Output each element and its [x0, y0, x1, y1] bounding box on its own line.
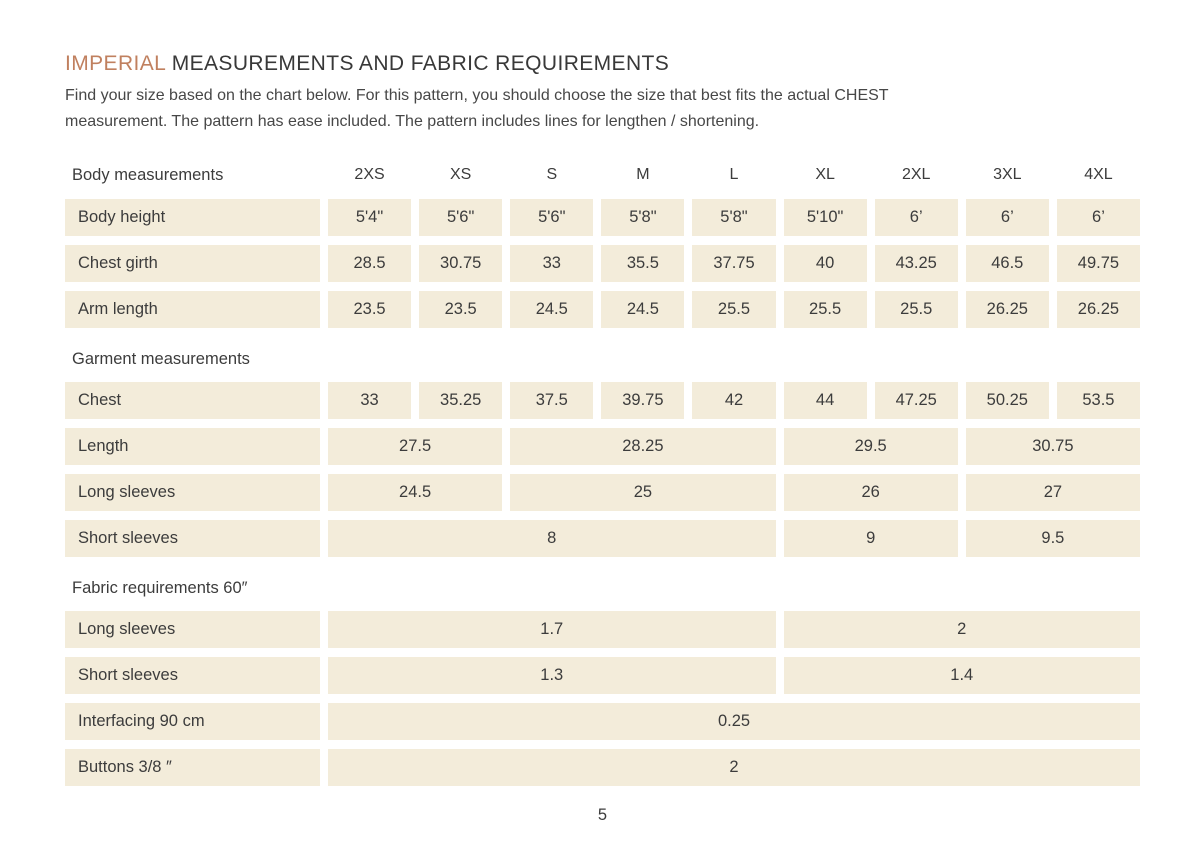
value-cell: 33	[328, 382, 411, 419]
value-cell: 28.25	[510, 428, 775, 465]
value-cell: 24.5	[328, 474, 502, 511]
row-label-cell: Interfacing 90 cm	[65, 703, 320, 740]
row-label-cell: Short sleeves	[65, 657, 320, 694]
size-column-header: L	[729, 166, 739, 183]
value-cell: 47.25	[875, 382, 958, 419]
value-cell: 25	[510, 474, 775, 511]
value-cell: 27	[966, 474, 1140, 511]
table-row	[65, 245, 1140, 282]
size-column-header: XS	[449, 166, 472, 183]
size-column-header: 2XS	[354, 166, 385, 183]
row-label-cell: Body height	[65, 199, 320, 236]
value-cell: 25.5	[692, 291, 775, 328]
row-label-cell: Buttons 3/8 ″	[65, 749, 320, 786]
value-cell: 27.5	[328, 428, 502, 465]
section-heading: Fabric requirements 60″	[72, 579, 248, 597]
value-cell: 26.25	[966, 291, 1049, 328]
row-label-cell: Long sleeves	[65, 474, 320, 511]
size-table	[65, 161, 1140, 786]
size-column-header: S	[546, 166, 558, 183]
value-cell: 6’	[966, 199, 1049, 236]
value-cell: 35.25	[419, 382, 502, 419]
value-cell: 5'6"	[510, 199, 593, 236]
value-cell: 6’	[1057, 199, 1140, 236]
value-cell: 23.5	[419, 291, 502, 328]
size-column-header: 3XL	[993, 166, 1022, 183]
page-title-rest: MEASUREMENTS AND FABRIC REQUIREMENTS	[171, 52, 670, 75]
value-cell: 23.5	[328, 291, 411, 328]
value-cell: 25.5	[784, 291, 867, 328]
page-title-accent: IMPERIAL	[65, 52, 166, 75]
table-row	[65, 520, 1140, 557]
size-column-header: 4XL	[1084, 166, 1113, 183]
row-label-cell: Chest girth	[65, 245, 320, 282]
value-cell: 24.5	[601, 291, 684, 328]
row-label-cell: Short sleeves	[65, 520, 320, 557]
table-row	[65, 291, 1140, 328]
value-cell: 37.75	[692, 245, 775, 282]
value-cell: 1.4	[784, 657, 1140, 694]
value-cell: 35.5	[601, 245, 684, 282]
section-heading: Garment measurements	[72, 350, 250, 368]
value-cell: 49.75	[1057, 245, 1140, 282]
intro-text-line1: Find your size based on the chart below. For this pattern, you should choose the size that best fits the actual CHEST	[65, 87, 889, 104]
value-cell: 30.75	[419, 245, 502, 282]
value-cell: 2	[328, 749, 1140, 786]
value-cell: 33	[510, 245, 593, 282]
value-cell: 0.25	[328, 703, 1140, 740]
table-row	[65, 657, 1140, 694]
size-column-header: M	[636, 166, 650, 183]
value-cell: 44	[784, 382, 867, 419]
table-header-row	[65, 161, 1140, 189]
value-cell: 46.5	[966, 245, 1049, 282]
value-cell: 9	[784, 520, 958, 557]
value-cell: 50.25	[966, 382, 1049, 419]
value-cell: 37.5	[510, 382, 593, 419]
value-cell: 1.3	[328, 657, 776, 694]
value-cell: 2	[784, 611, 1140, 648]
table-row	[65, 474, 1140, 511]
value-cell: 53.5	[1057, 382, 1140, 419]
value-cell: 6’	[875, 199, 958, 236]
value-cell: 24.5	[510, 291, 593, 328]
value-cell: 28.5	[328, 245, 411, 282]
value-cell: 5'8"	[692, 199, 775, 236]
value-cell: 5'6"	[419, 199, 502, 236]
value-cell: 5'8"	[601, 199, 684, 236]
value-cell: 5'10"	[784, 199, 867, 236]
page-number: 5	[597, 806, 608, 824]
table-row	[65, 382, 1140, 419]
value-cell: 26	[784, 474, 958, 511]
page-title	[65, 52, 1140, 76]
table-row	[65, 199, 1140, 236]
value-cell: 40	[784, 245, 867, 282]
intro-text-line2: measurement. The pattern has ease included. The pattern includes lines for lengthen / shortening.	[65, 113, 760, 130]
size-column-header: XL	[815, 166, 835, 183]
value-cell: 30.75	[966, 428, 1140, 465]
value-cell: 9.5	[966, 520, 1140, 557]
value-cell: 8	[328, 520, 776, 557]
row-label-cell: Length	[65, 428, 320, 465]
value-cell: 43.25	[875, 245, 958, 282]
table-row	[65, 703, 1140, 740]
value-cell: 5'4"	[328, 199, 411, 236]
row-label-cell: Chest	[65, 382, 320, 419]
table-row	[65, 749, 1140, 786]
column-group-label: Body measurements	[72, 165, 224, 184]
intro-text	[65, 83, 1140, 135]
value-cell: 39.75	[601, 382, 684, 419]
row-label-cell: Arm length	[65, 291, 320, 328]
size-column-header: 2XL	[901, 166, 931, 183]
row-label-cell: Long sleeves	[65, 611, 320, 648]
value-cell: 29.5	[784, 428, 958, 465]
value-cell: 25.5	[875, 291, 958, 328]
table-row	[65, 428, 1140, 465]
value-cell: 26.25	[1057, 291, 1140, 328]
table-row	[65, 611, 1140, 648]
value-cell: 42	[692, 382, 775, 419]
value-cell: 1.7	[328, 611, 776, 648]
